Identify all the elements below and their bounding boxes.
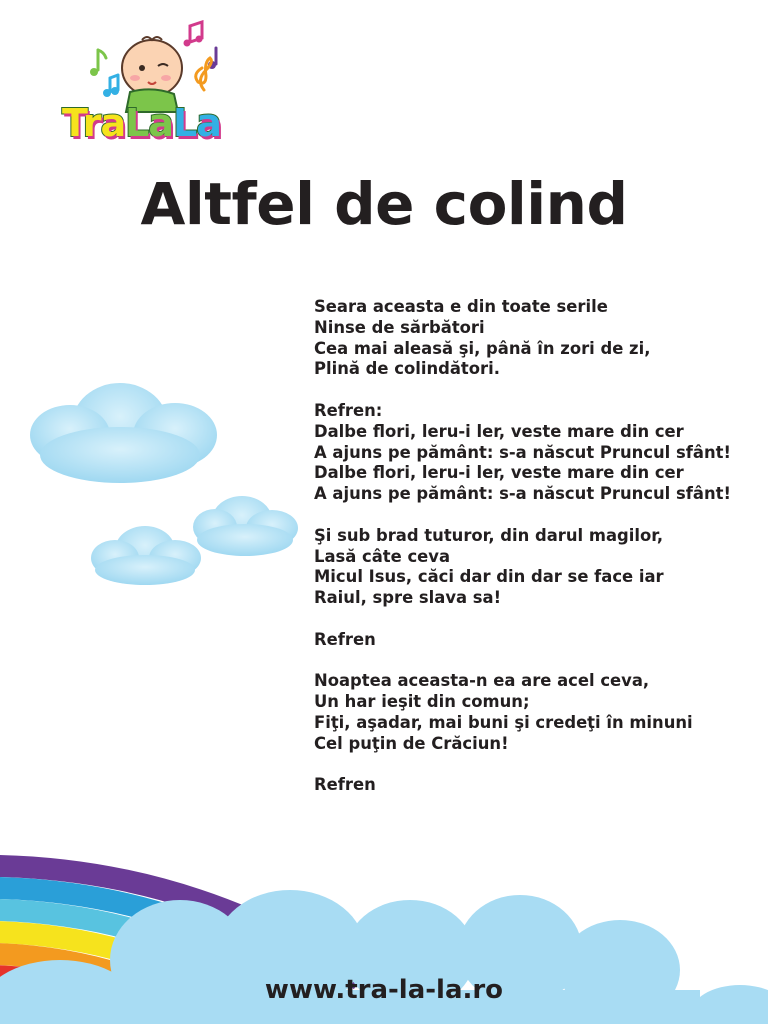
- logo-part-3: La: [173, 101, 221, 145]
- stanza-refrain-ref: [314, 630, 764, 651]
- lyric-line: Plină de colindători.: [314, 359, 500, 379]
- lyric-line: Cea mai aleasă şi, până în zori de zi,: [314, 338, 651, 358]
- stanza-refrain-ref: [314, 775, 764, 796]
- lyric-line: Micul Isus, căci dar din dar se face iar: [314, 567, 664, 587]
- cloud-small-left-icon: [91, 526, 201, 585]
- lyric-line: Refren: [314, 629, 376, 649]
- stanza: [314, 671, 764, 754]
- decorative-clouds: [10, 360, 310, 610]
- lyric-line: Dalbe flori, leru-i ler, veste mare din cer: [314, 463, 684, 483]
- lyric-line: Refren: [314, 775, 376, 795]
- logo-wordmark: [62, 101, 221, 145]
- stanza: [314, 297, 764, 380]
- lyric-line: Seara aceasta e din toate serile: [314, 297, 608, 316]
- lyric-line: Fiţi, aşadar, mai buni şi credeţi în minuni: [314, 712, 693, 732]
- lyric-line: A ajuns pe pământ: s-a născut Pruncul sfânt!: [314, 484, 731, 504]
- stanza-refrain: [314, 401, 764, 505]
- tralala-logo: [62, 20, 242, 150]
- website-url[interactable]: www.tra-la-la.ro: [264, 975, 504, 1005]
- lyric-line: A ajuns pe pământ: s-a născut Pruncul sfânt!: [314, 442, 731, 462]
- lyric-line: Lasă câte ceva: [314, 546, 451, 566]
- stanza: [314, 526, 764, 609]
- lyrics: [314, 297, 764, 817]
- cloud-large-icon: [30, 383, 217, 483]
- lyric-line: Un har ieşit din comun;: [314, 692, 530, 712]
- lyric-line: Şi sub brad tuturor, din darul magilor,: [314, 525, 664, 545]
- page-title: Altfel de colind: [140, 170, 628, 238]
- lyric-line: Dalbe flori, leru-i ler, veste mare din cer: [314, 421, 684, 441]
- lyric-line: Refren:: [314, 400, 383, 420]
- lyric-line: Ninse de sărbători: [314, 317, 485, 337]
- lyric-line: Cel puţin de Crăciun!: [314, 733, 509, 753]
- logo-part-2: La: [125, 101, 173, 145]
- lyric-line: Noaptea aceasta-n ea are acel ceva,: [314, 671, 650, 691]
- logo-part-1: Tra: [62, 101, 126, 145]
- lyric-line: Raiul, spre slava sa!: [314, 588, 502, 608]
- cloud-small-right-icon: [193, 496, 298, 556]
